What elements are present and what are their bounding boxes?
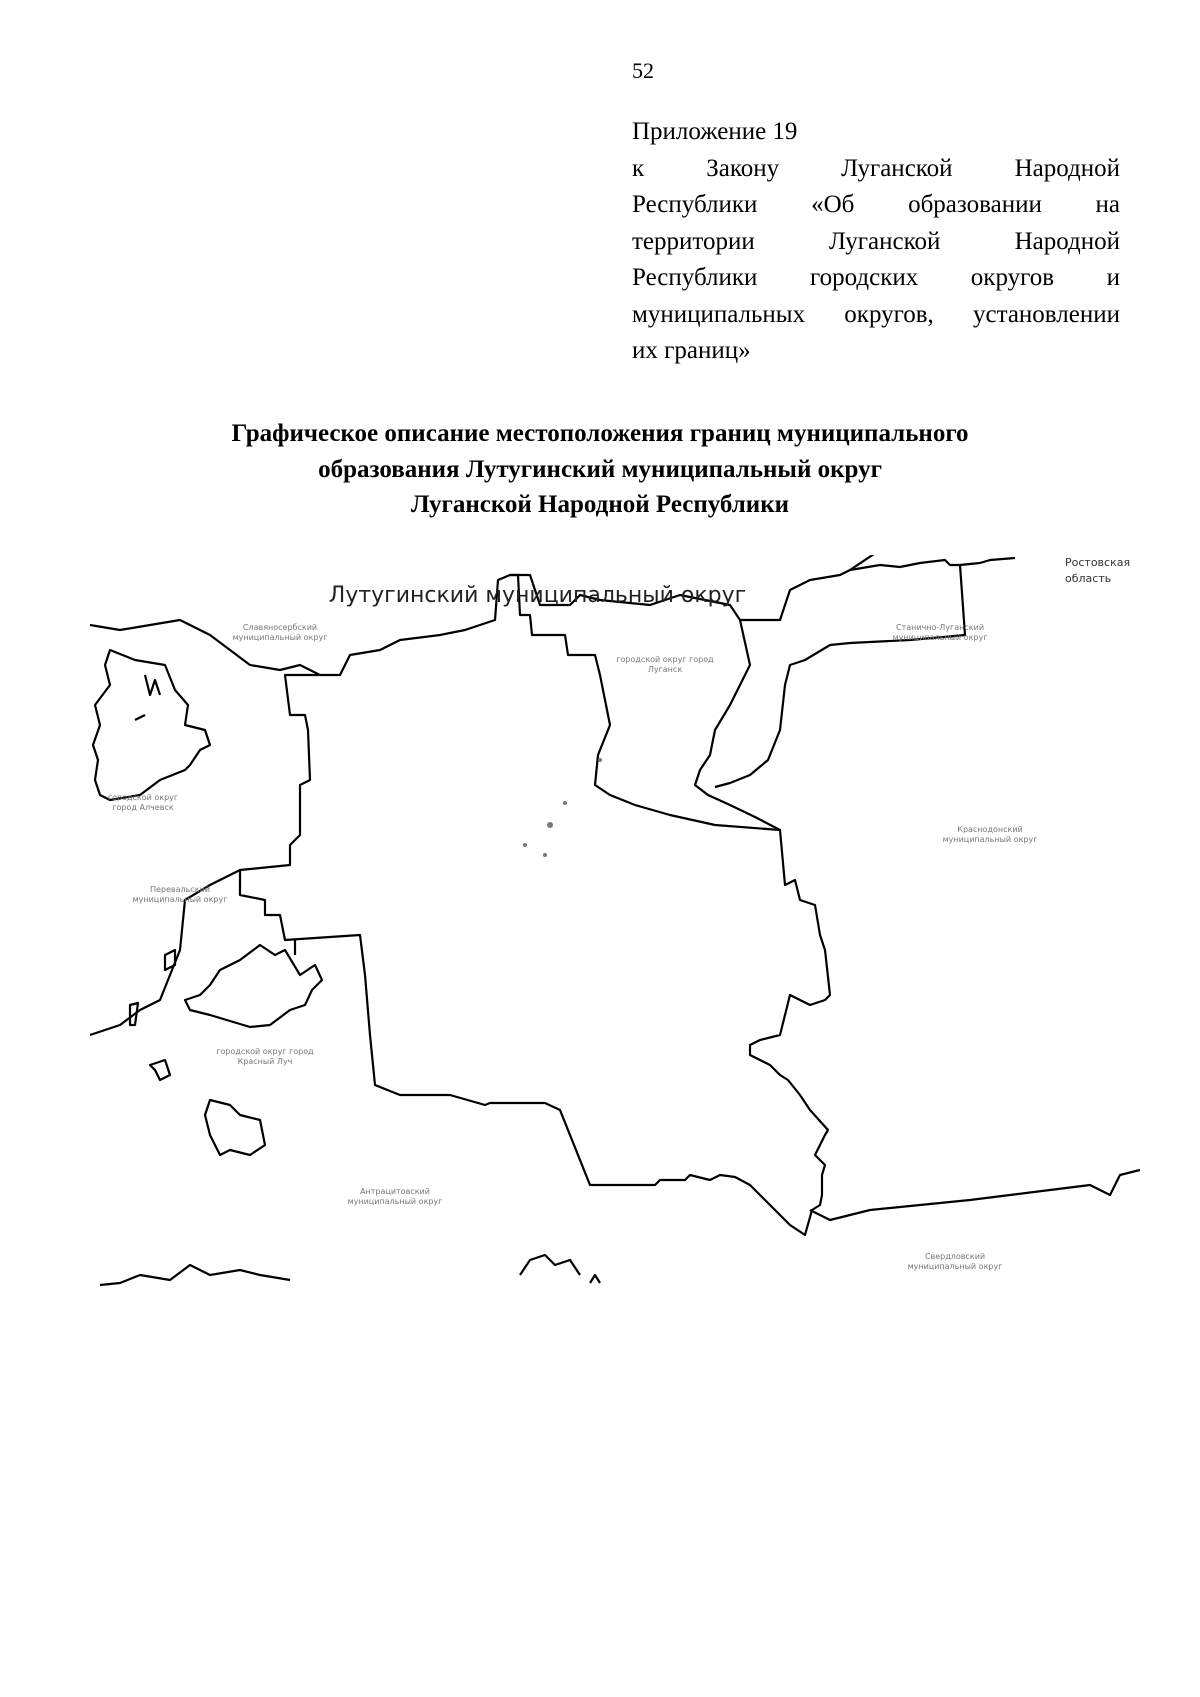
title-line: Графическое описание местоположения границ муниципального [231, 420, 969, 447]
bottom-edge-shapes [100, 1265, 290, 1285]
appendix-line: Приложение 19 [632, 118, 798, 145]
settlement-dots [523, 758, 602, 857]
lugansk-boundary [510, 575, 780, 830]
label-krasny-luch: городской округ город Красный Луч [216, 1047, 314, 1066]
alchevsk-detail [145, 675, 160, 695]
label-rostov-region: Ростовская область [1065, 556, 1131, 585]
label-perevalskiy: Перевальский муниципальный округ [132, 885, 228, 904]
krasny-luch-boundary [185, 945, 322, 1027]
title-line: образования Лутугинский муниципальный округ [318, 455, 882, 483]
label-stanichno-luganskiy: Станично-Луганский муниципальный округ [892, 623, 988, 642]
title-line: Луганской Народной Республики [410, 491, 790, 518]
appendix-line: территории Луганской Народной [632, 227, 1120, 255]
appendix-line: Республики городских округов и [632, 264, 1120, 291]
alchevsk-detail [135, 715, 145, 720]
label-sverdlovskiy: Свердловский муниципальный округ [907, 1252, 1003, 1271]
appendix-line: их границ» [632, 337, 751, 364]
map-caption: Лутугинский муниципальный округ [328, 583, 747, 608]
appendix-line: к Закону Луганской Народной [632, 154, 1120, 182]
appendix-line: муниципальных округов, установлении [632, 300, 1120, 328]
bottom-edge-shapes [590, 1275, 600, 1283]
enclave [205, 1100, 265, 1155]
rostov-boundary [960, 558, 1015, 565]
label-krasnodonskiy: Краснодонский муниципальный округ [942, 825, 1038, 844]
document-title [0, 416, 1200, 523]
label-antratsitovskiy: Антрацитовский муниципальный округ [347, 1187, 443, 1206]
label-alchevsk: городской округ город Алчевск [107, 793, 179, 812]
district-boundary [240, 575, 830, 1235]
alchevsk-boundary [93, 650, 210, 800]
label-slavyanoserbsk: Славяносербский муниципальный округ [232, 623, 328, 642]
boundary-map [90, 555, 1140, 1310]
bottom-edge-shapes [520, 1255, 580, 1275]
enclave [150, 1060, 170, 1080]
label-lugansk: городской округ город Луганск [616, 655, 714, 674]
appendix-line: Республики «Об образовании на [632, 191, 1120, 218]
appendix-reference [632, 114, 1120, 370]
sverdlovsk-boundary [810, 1170, 1140, 1220]
page-number: 52 [632, 58, 654, 83]
